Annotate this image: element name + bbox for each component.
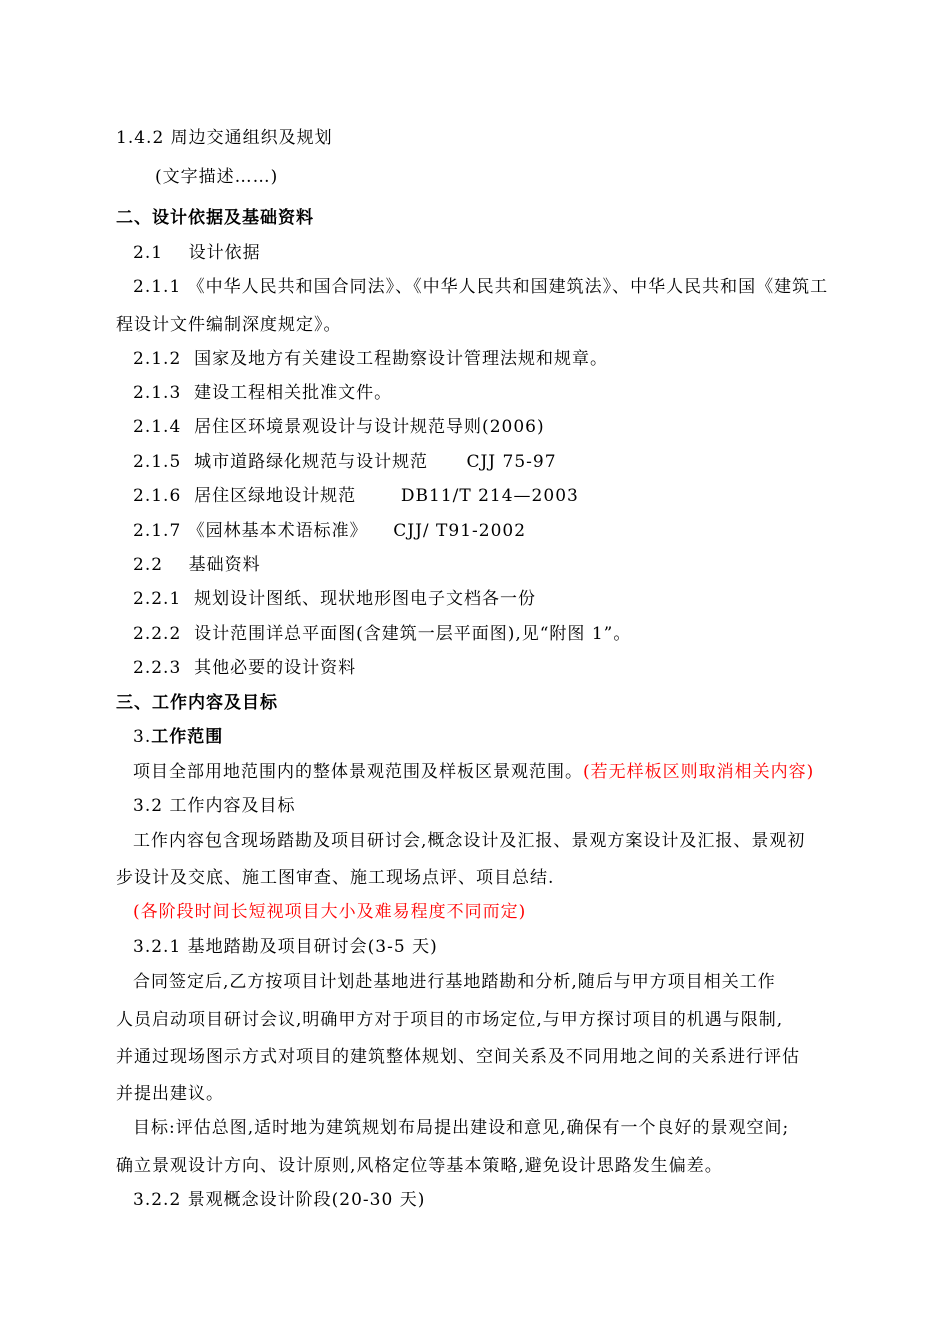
section-3-number: 3. [133,727,152,747]
section-2-1-3: 2.1.3 建设工程相关批准文件。 [133,383,393,403]
section-3-2-line-2: 步设计及交底、施工图审查、施工现场点评、项目总结. [116,868,555,888]
section-3-2-note: (各阶段时间长短视项目大小及难易程度不同而定) [133,902,527,922]
section-3-scope-body [133,761,814,783]
section-2-2-1: 2.2.1 规划设计图纸、现状地形图电子文档各一份 [133,589,537,609]
section-2-1-2: 2.1.2 国家及地方有关建设工程勘察设计管理法规和规章。 [133,349,609,369]
section-2-1-title: 2.1 设计依据 [133,243,261,263]
section-3-2-1-line-3: 并通过现场图示方式对项目的建筑整体规划、空间关系及不同用地之间的关系进行评估 [116,1047,800,1067]
section-3-2-1-line-1: 合同签定后,乙方按项目计划赴基地进行基地踏勘和分析,随后与甲方项目相关工作 [133,972,776,992]
section-3-2-1-line-2: 人员启动项目研讨会议,明确甲方对于项目的市场定位,与甲方探讨项目的机遇与限制, [116,1010,784,1030]
scope-body-text: 项目全部用地范围内的整体景观范围及样板区景观范围。 [133,762,583,782]
section-3-2-title: 3.2 工作内容及目标 [133,796,296,816]
section-2-1-7: 2.1.7 《园林基本术语标准》 CJJ/ T91-2002 [133,521,527,541]
section-3-2-2-title: 3.2.2 景观概念设计阶段(20-30 天) [133,1190,426,1210]
section-2-1-1-line-2: 程设计文件编制深度规定》。 [116,315,342,335]
section-2-heading: 二、设计依据及基础资料 [116,208,314,228]
scope-body-note: (若无样板区则取消相关内容) [583,762,815,782]
section-1-4-2-body: (文字描述……) [155,167,279,187]
section-3-2-1-title: 3.2.1 基地踏勘及项目研讨会(3-5 天) [133,937,438,957]
section-2-1-5: 2.1.5 城市道路绿化规范与设计规范 CJJ 75-97 [133,452,557,472]
section-1-4-2-title: 1.4.2 周边交通组织及规划 [116,128,333,148]
section-2-2-2: 2.2.2 设计范围详总平面图(含建筑一层平面图),见“附图 1”。 [133,624,632,644]
section-3-scope-title [133,726,223,748]
section-3-heading: 三、工作内容及目标 [116,693,278,713]
section-3-scope-label: 工作范围 [151,727,224,747]
section-2-1-1-line-1: 2.1.1 《中华人民共和国合同法》、《中华人民共和国建筑法》、中华人民共和国《建筑工 [133,277,829,297]
section-3-2-1-line-4: 并提出建议。 [116,1084,224,1104]
section-3-2-1-goal-1: 目标:评估总图,适时地为建筑规划布局提出建设和意见,确保有一个良好的景观空间; [133,1118,790,1138]
section-2-1-6: 2.1.6 居住区绿地设计规范 DB11/T 214—2003 [133,486,579,506]
section-3-2-line-1: 工作内容包含现场踏勘及项目研讨会,概念设计及汇报、景观方案设计及汇报、景观初 [133,831,806,851]
section-2-1-4: 2.1.4 居住区环境景观设计与设计规范导则(2006) [133,417,545,437]
section-3-2-1-goal-2: 确立景观设计方向、设计原则,风格定位等基本策略,避免设计思路发生偏差。 [116,1156,723,1176]
section-2-2-title: 2.2 基础资料 [133,555,261,575]
section-2-2-3: 2.2.3 其他必要的设计资料 [133,658,357,678]
